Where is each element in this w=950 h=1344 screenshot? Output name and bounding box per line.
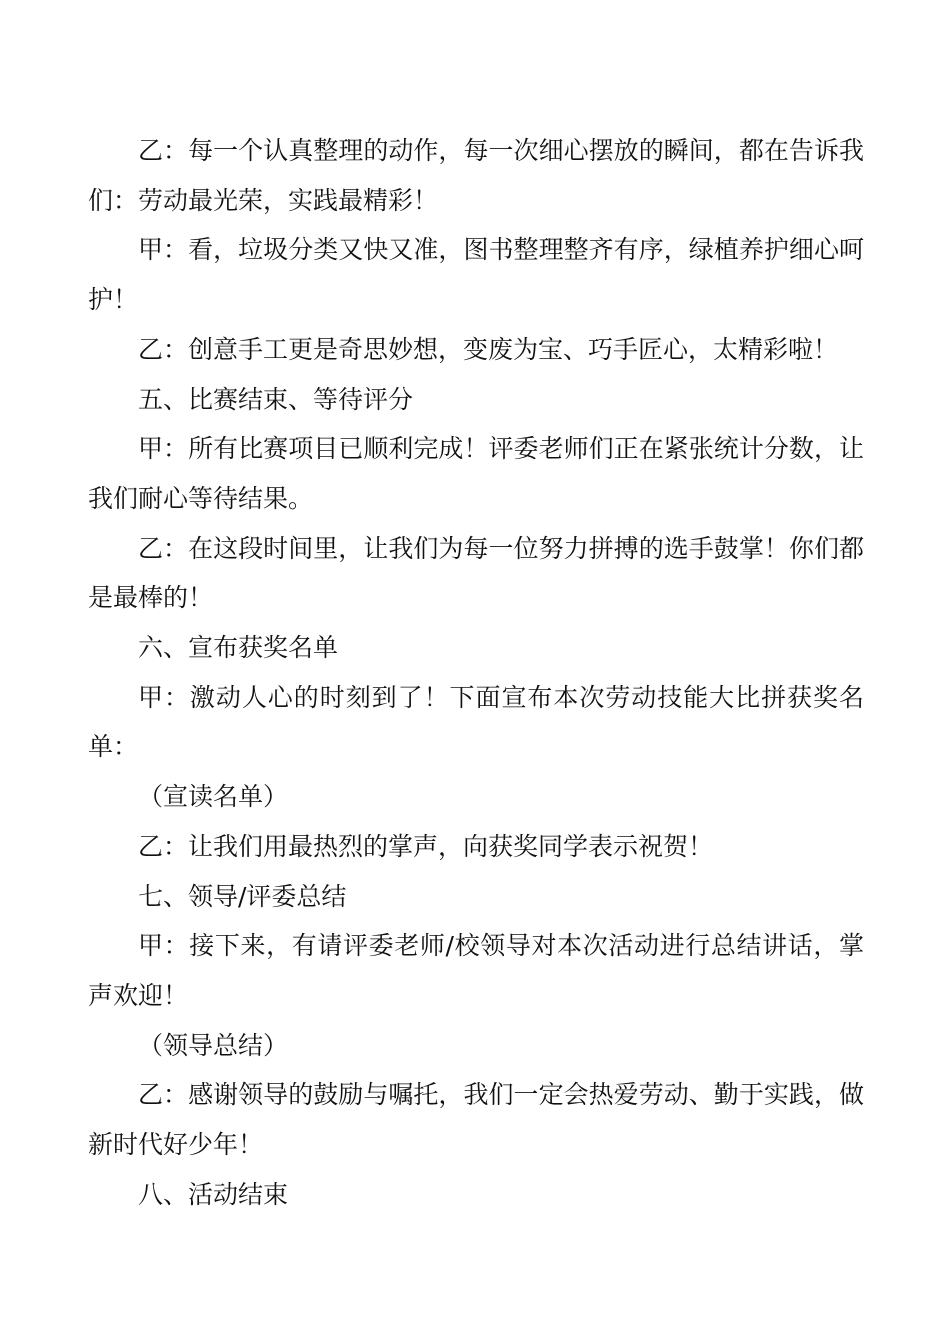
paragraph-14: 乙：感谢领导的鼓励与嘱托，我们一定会热爱劳动、勤于实践，做新时代好少年！	[88, 1080, 864, 1160]
paragraph-3: 乙：创意手工更是奇思妙想，变废为宝、巧手匠心，太精彩啦！	[138, 334, 839, 364]
section-heading-5: 五、比赛结束、等待评分	[138, 384, 414, 414]
paragraph-1: 乙：每一个认真整理的动作，每一次细心摆放的瞬间，都在告诉我们：劳动最光荣，实践最精彩！	[88, 136, 864, 215]
section-heading-6: 六、宣布获奖名单	[138, 633, 339, 663]
document-body	[88, 126, 864, 1219]
paragraph-8: 甲：激动人心的时刻到了！下面宣布本次劳动技能大比拼获奖名单：	[88, 682, 864, 762]
stage-direction-leader-summary: （领导总结）	[138, 1030, 289, 1060]
paragraph-12: 甲：接下来，有请评委老师/校领导对本次活动进行总结讲话，掌声欢迎！	[88, 931, 864, 1010]
paragraph-5: 甲：所有比赛项目已顺利完成！评委老师们正在紧张统计分数，让我们耐心等待结果。	[88, 434, 864, 513]
paragraph-10: 乙：让我们用最热烈的掌声，向获奖同学表示祝贺！	[138, 831, 714, 861]
stage-direction-read-list: （宣读名单）	[138, 782, 289, 812]
paragraph-2: 甲：看，垃圾分类又快又准，图书整理整齐有序，绿植养护细心呵护！	[88, 235, 864, 315]
section-heading-7: 七、领导/评委总结	[138, 881, 347, 911]
section-heading-8: 八、活动结束	[138, 1179, 289, 1209]
paragraph-6: 乙：在这段时间里，让我们为每一位努力拼搏的选手鼓掌！你们都是最棒的！	[88, 533, 864, 613]
